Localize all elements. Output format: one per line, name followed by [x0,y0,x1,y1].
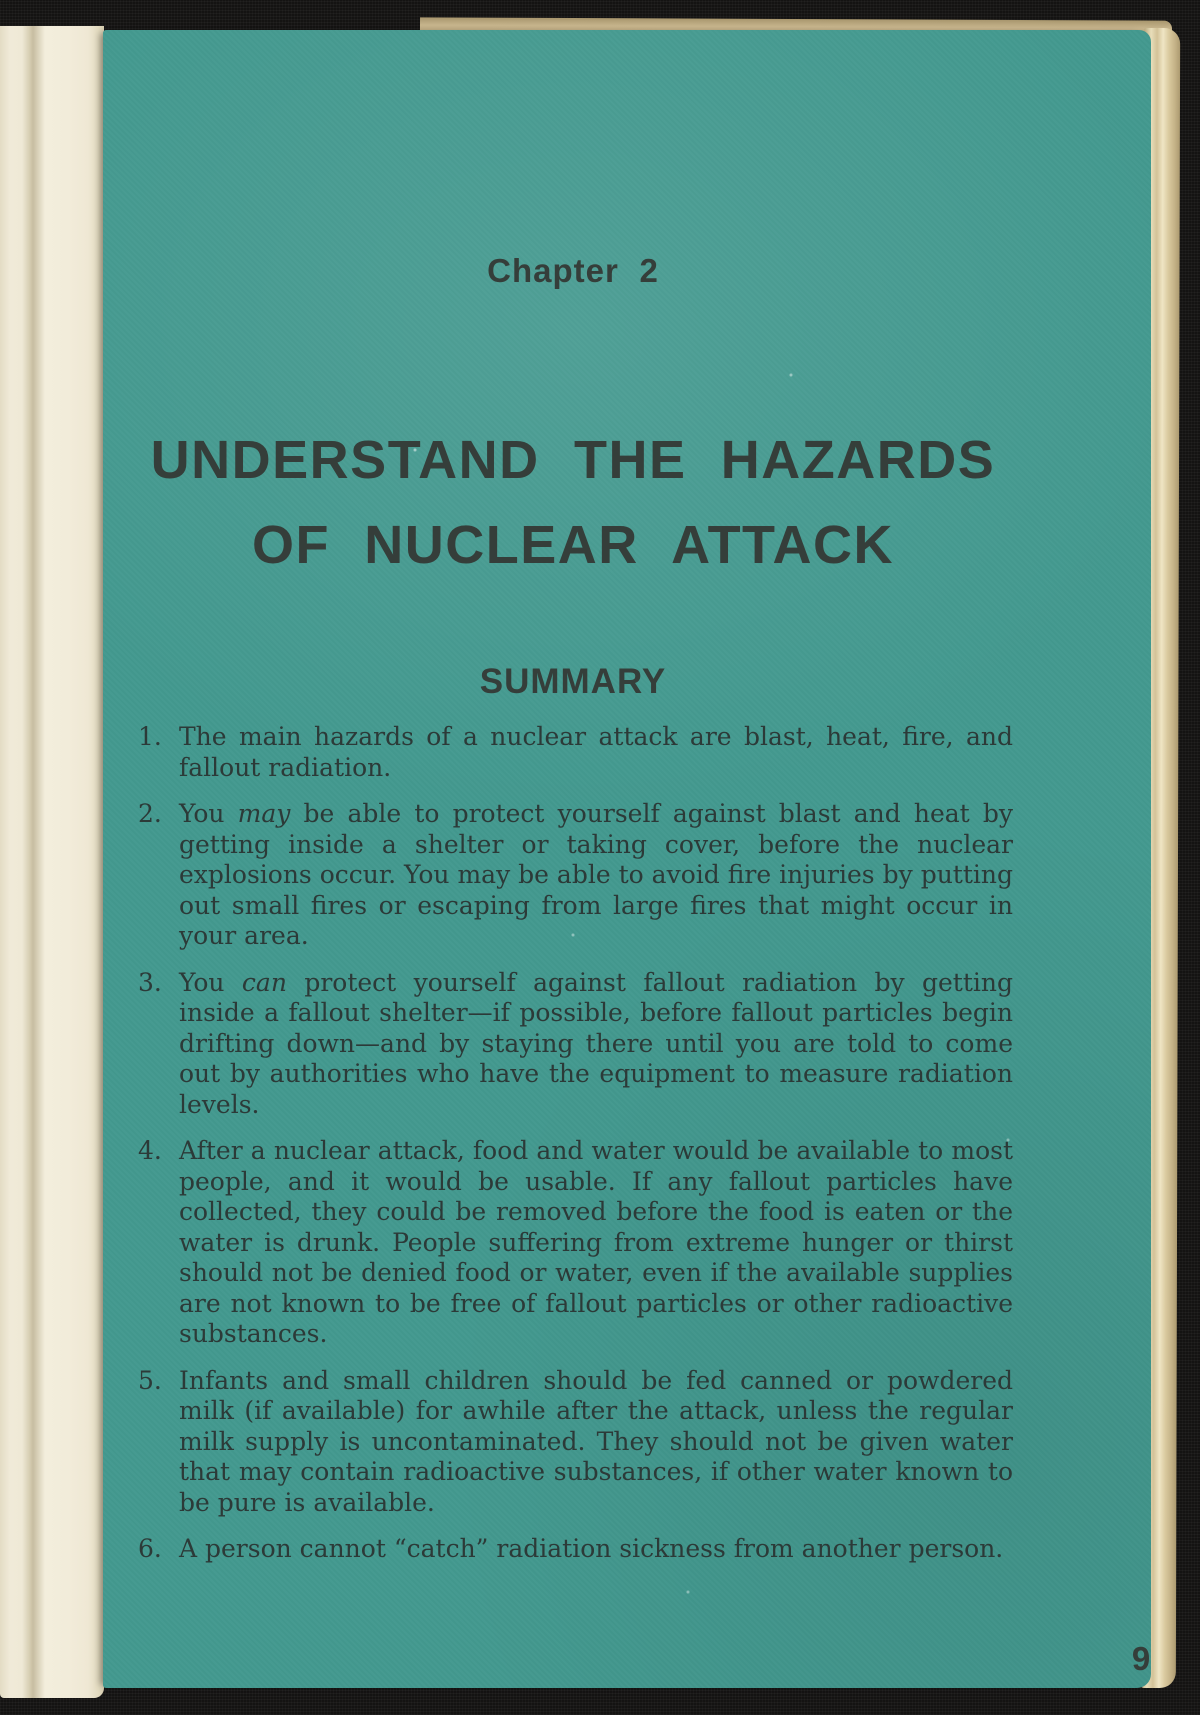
item-text: After a nuclear attack, food and water would be available to most people, and it would be usable. If any fallout particles have collected, they could be removed before the food is eaten or the water is drunk. People suffering from extreme hunger or thirst should not be denied food or water, even if the available supplies are not known to be free of fallout particles or other radioactive substances. [179,1136,1013,1348]
list-item [133,799,1013,952]
chapter-label: Chapter 2 [487,252,659,289]
item-text: You may be able to protect yourself against blast and heat by getting inside a shelter or taking cover, before the nuclear explosions occur. You may be able to avoid fire injuries by putting out small fires or escaping from large fires that might occur in your area. [179,799,1013,950]
book-page [103,30,1151,1688]
page-title-line-1: UNDERSTAND THE HAZARDS [150,430,996,490]
page-title [133,418,1013,588]
list-item [133,1366,1013,1519]
facing-page-edge [0,26,104,1698]
item-text: Infants and small children should be fed canned or powdered milk (if available) for awhile after the attack, unless the regular milk supply is uncontaminated. They should not be given water that may contain radioactive substances, if other water known to be pure is available. [179,1365,1013,1517]
item-text: The main hazards of a nuclear attack are blast, heat, fire, and fallout radiation. [179,722,1013,782]
item-number: 6. [138,1534,162,1563]
item-number: 2. [138,799,162,828]
item-text: You can protect yourself against fallout radiation by getting inside a fallout shelter—if possible, before fallout particles begin drifting down—and by staying there until you are told to come out by authorities who have the equipment to measure radiation levels. [179,967,1014,1119]
list-item [133,1534,1013,1565]
item-number: 3. [138,967,162,997]
summary-heading: SUMMARY [479,662,667,701]
page-content [133,30,1151,1688]
list-item [133,1136,1013,1350]
list-item [133,722,1013,783]
item-number: 4. [138,1136,162,1165]
page-title-line-2: OF NUCLEAR ATTACK [251,515,895,575]
item-number: 5. [138,1365,162,1395]
page-number: 9 [1131,1640,1151,1677]
item-number: 1. [138,722,162,751]
summary-list [133,722,1013,1581]
list-item [133,968,1013,1121]
item-text: A person cannot “catch” radiation sickness from another person. [179,1534,1004,1563]
